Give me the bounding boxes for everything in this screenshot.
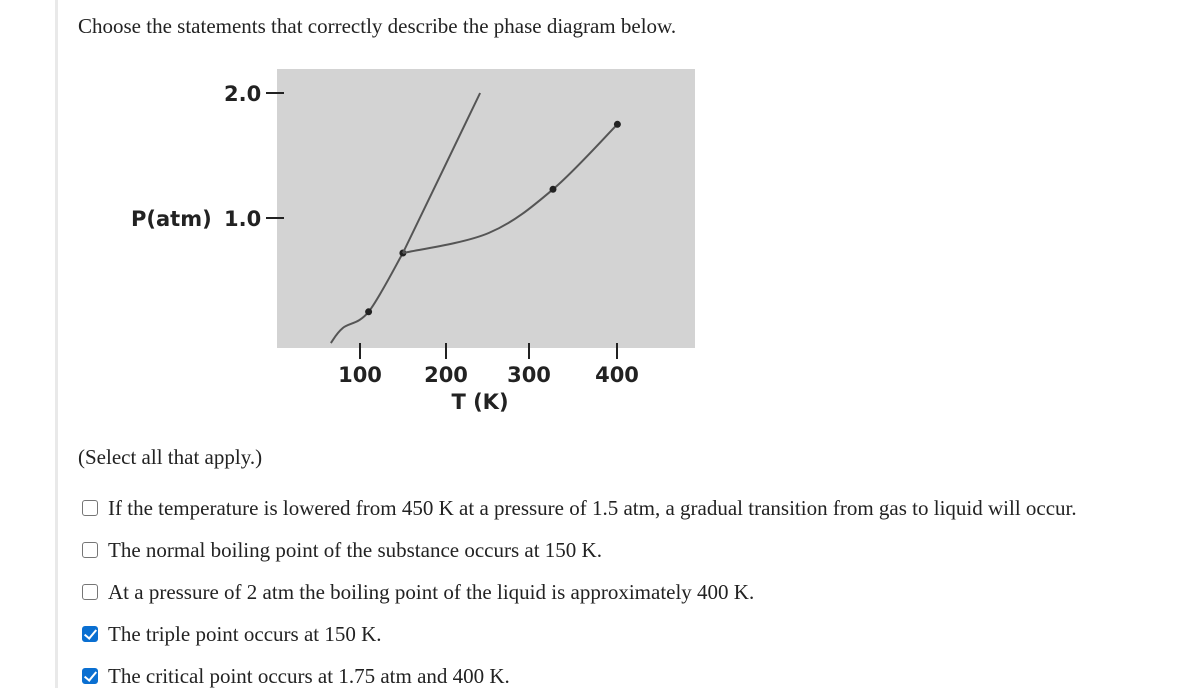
option-1[interactable] [82, 493, 1077, 523]
x-tick-label-100: 100 [338, 363, 382, 387]
select-instruction: (Select all that apply.) [78, 445, 263, 469]
option-3[interactable] [82, 577, 754, 607]
x-tick-label-400: 400 [595, 363, 639, 387]
plot-background [277, 69, 695, 348]
option-5-checkbox[interactable] [82, 668, 98, 684]
option-4-label: The triple point occurs at 150 K. [108, 622, 382, 646]
y-axis-label: P(atm) [131, 207, 212, 231]
y-tick-label-2: 2.0 [224, 82, 262, 106]
vaporization-curve-point-1 [614, 121, 621, 128]
option-2[interactable] [82, 535, 602, 565]
vaporization-curve-point-0 [550, 186, 557, 193]
option-3-label: At a pressure of 2 atm the boiling point of the liquid is approximately 400 K. [108, 580, 755, 604]
question-prompt: Choose the statements that correctly describe the phase diagram below. [78, 14, 677, 38]
x-tick-label-200: 200 [424, 363, 468, 387]
phase-diagram [0, 0, 760, 430]
option-4-checkbox[interactable] [82, 626, 98, 642]
x-tick-label-300: 300 [507, 363, 551, 387]
option-5[interactable] [82, 661, 510, 688]
option-2-label: The normal boiling point of the substance occurs at 150 K. [108, 538, 602, 562]
sublimation-curve-point-0 [365, 308, 372, 315]
option-5-label: The critical point occurs at 1.75 atm and 400 K. [108, 664, 510, 688]
option-1-checkbox[interactable] [82, 500, 98, 516]
option-3-checkbox[interactable] [82, 584, 98, 600]
option-2-checkbox[interactable] [82, 542, 98, 558]
option-4[interactable] [82, 619, 382, 649]
y-tick-label-1: 1.0 [224, 207, 262, 231]
x-axis-label: T (K) [451, 390, 509, 414]
option-1-label: If the temperature is lowered from 450 K at a pressure of 1.5 atm, a gradual transition from gas to liquid will occur. [108, 496, 1077, 520]
